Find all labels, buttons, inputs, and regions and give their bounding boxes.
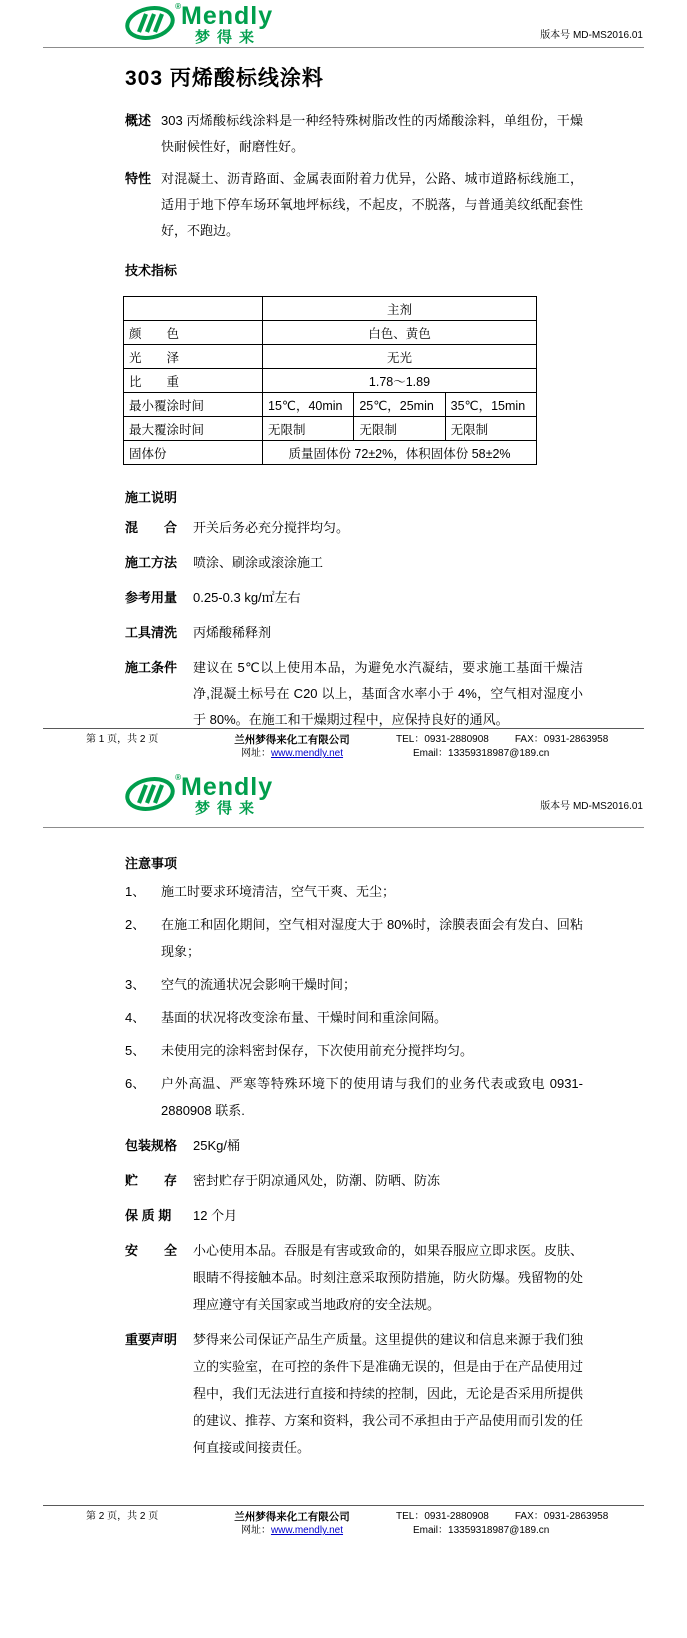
note-text: 未使用完的涂料密封保存，下次使用前充分搅拌均匀。 bbox=[161, 1043, 474, 1058]
features-label: 特性 bbox=[125, 171, 152, 186]
row-value: 质量固体份 72±2%，体积固体份 58±2% bbox=[263, 441, 537, 465]
brand-name: Mendly bbox=[181, 2, 274, 30]
item-text: 建议在 5℃以上使用本品，为避免水汽凝结，要求施工基面干燥洁净,混凝土标号在 C20 以上，基面含水率小于 4%，空气相对湿度小于 80%。在施工和干燥期过程中，应保持良好的通风。 bbox=[193, 660, 583, 727]
item-text: 开关后务必充分搅拌均匀。 bbox=[193, 520, 350, 535]
fax-label: FAX：0931-2863958 bbox=[514, 1511, 609, 1522]
brand-name-cn: 梦得来 bbox=[195, 29, 262, 46]
item-text: 丙烯酸稀释剂 bbox=[193, 625, 272, 640]
page-number-label: 第 1 页，共 2 页 bbox=[86, 734, 159, 745]
item-label: 混 合 bbox=[125, 520, 178, 535]
construction-item bbox=[125, 585, 583, 611]
fax-label: FAX：0931-2863958 bbox=[514, 734, 609, 745]
item-text: 小心使用本品。吞服是有害或致命的，如果吞服应立即求医。皮肤、眼睛不得接触本品。时刻注意采取预防措施，防火防爆。残留物的处理应遵守有关国家或当地政府的安全法规。 bbox=[193, 1243, 584, 1312]
item-text: 梦得来公司保证产品生产质量。这里提供的建议和信息来源于我们独立的实验室，在可控的条件下是准确无误的，但是由于在产品使用过程中，我们无法进行直接和持续的控制，因此，无论是否采用所提供的建议、推荐、方案和资料，我公司不承担由于产品使用而引发的任何直接或间接责任。 bbox=[193, 1332, 584, 1455]
note-number: 3、 bbox=[125, 977, 146, 992]
overview-text: 303 丙烯酸标线涂料是一种经特殊树脂改性的丙烯酸涂料，单组份，干燥快耐候性好，耐磨性好。 bbox=[161, 113, 583, 154]
row-value: 1.78～1.89 bbox=[263, 369, 537, 393]
row-label: 比 重 bbox=[124, 369, 263, 393]
page2-footer bbox=[0, 1505, 687, 1538]
mendly-logo bbox=[125, 775, 273, 816]
item-label: 施工方法 bbox=[125, 555, 178, 570]
overview-paragraph bbox=[125, 108, 583, 160]
info-item bbox=[125, 1167, 583, 1194]
main-agent-header: 主剂 bbox=[263, 297, 537, 321]
page2-header bbox=[0, 761, 687, 818]
info-item bbox=[125, 1132, 583, 1159]
item-text: 0.25-0.3 kg/㎡左右 bbox=[193, 590, 301, 605]
tech-specs-heading: 技术指标 bbox=[125, 263, 178, 278]
row-label: 颜 色 bbox=[124, 321, 263, 345]
product-title: 303 丙烯酸标线涂料 bbox=[125, 67, 324, 90]
website-link[interactable]: www.mendly.net bbox=[270, 748, 344, 759]
item-label: 包装规格 bbox=[125, 1138, 178, 1153]
page2-content bbox=[125, 853, 583, 1461]
item-label: 贮 存 bbox=[125, 1173, 178, 1188]
tech-specs-table bbox=[123, 296, 537, 465]
item-label: 工具清洗 bbox=[125, 625, 178, 640]
company-name: 兰州梦得来化工有限公司 bbox=[234, 734, 350, 746]
page-1 bbox=[0, 0, 687, 728]
table-row bbox=[124, 441, 537, 465]
item-label: 安 全 bbox=[125, 1243, 178, 1258]
item-label: 重要声明 bbox=[125, 1332, 178, 1347]
note-item bbox=[125, 1037, 583, 1064]
info-item bbox=[125, 1326, 583, 1461]
table-row bbox=[124, 369, 537, 393]
note-number: 6、 bbox=[125, 1076, 146, 1091]
table-row bbox=[124, 393, 537, 417]
info-item bbox=[125, 1202, 583, 1229]
row-label: 最小覆涂时间 bbox=[124, 393, 263, 417]
item-text: 喷涂、刷涂或滚涂施工 bbox=[193, 555, 324, 570]
brand-name-cn: 梦得来 bbox=[195, 800, 262, 817]
web-label: 网址： bbox=[240, 748, 271, 759]
page-number-label: 第 2 页，共 2 页 bbox=[86, 1511, 159, 1522]
header-rule bbox=[43, 47, 644, 48]
row-value: 无光 bbox=[263, 345, 537, 369]
construction-heading: 施工说明 bbox=[125, 490, 178, 505]
notes-heading: 注意事项 bbox=[125, 856, 178, 871]
table-row bbox=[124, 417, 537, 441]
page-2 bbox=[0, 761, 687, 1505]
construction-item bbox=[125, 515, 583, 541]
tel-label: TEL：0931-2880908 bbox=[396, 1511, 489, 1522]
note-item bbox=[125, 1070, 583, 1124]
row-value: 无限制 bbox=[445, 417, 536, 441]
row-value: 35℃，15min bbox=[445, 393, 536, 417]
construction-item bbox=[125, 620, 583, 646]
construction-item bbox=[125, 655, 583, 728]
row-label: 光 泽 bbox=[124, 345, 263, 369]
item-text: 密封贮存于阴凉通风处，防潮、防晒、防冻 bbox=[193, 1173, 441, 1188]
note-text: 户外高温、严寒等特殊环境下的使用请与我们的业务代表或致电 0931-2880908 联系. bbox=[161, 1076, 583, 1118]
row-label: 最大覆涂时间 bbox=[124, 417, 263, 441]
version-label: 版本号 MD-MS2016.01 bbox=[540, 801, 643, 812]
tel-label: TEL：0931-2880908 bbox=[396, 734, 489, 745]
note-number: 1、 bbox=[125, 884, 146, 899]
overview-label: 概述 bbox=[125, 113, 152, 128]
item-label: 施工条件 bbox=[125, 660, 178, 675]
email-label: Email：13359318987@189.cn bbox=[413, 748, 550, 759]
header-rule bbox=[43, 827, 644, 828]
note-text: 基面的状况将改变涂布量、干燥时间和重涂间隔。 bbox=[161, 1010, 448, 1025]
note-number: 5、 bbox=[125, 1043, 146, 1058]
mendly-emblem-icon bbox=[125, 773, 181, 813]
page1-footer bbox=[0, 728, 687, 761]
features-text: 对混凝土、沥青路面、金属表面附着力优异，公路、城市道路标线施工，适用于地下停车场环氧地坪标线，不起皮，不脱落，与普通美纹纸配套性好，不跑边。 bbox=[161, 171, 583, 238]
mendly-logo bbox=[125, 4, 273, 45]
info-item bbox=[125, 1237, 583, 1318]
brand-name: Mendly bbox=[181, 773, 274, 801]
table-row bbox=[124, 321, 537, 345]
item-label: 保 质 期 bbox=[125, 1208, 172, 1223]
email-label: Email：13359318987@189.cn bbox=[413, 1525, 550, 1536]
row-value: 25℃，25min bbox=[354, 393, 445, 417]
note-text: 空气的流通状况会影响干燥时间； bbox=[161, 977, 357, 992]
item-text: 25Kg/桶 bbox=[193, 1138, 240, 1153]
note-text: 在施工和固化期间，空气相对湿度大于 80%时，涂膜表面会有发白、回粘现象； bbox=[161, 917, 583, 959]
web-label: 网址： bbox=[240, 1525, 271, 1536]
table-row bbox=[124, 345, 537, 369]
item-text: 12 个月 bbox=[193, 1208, 238, 1223]
row-label: 固体份 bbox=[124, 441, 263, 465]
note-item bbox=[125, 1004, 583, 1031]
note-number: 4、 bbox=[125, 1010, 146, 1025]
note-text: 施工时要求环境清洁，空气干爽、无尘； bbox=[161, 884, 396, 899]
item-label: 参考用量 bbox=[125, 590, 178, 605]
company-name: 兰州梦得来化工有限公司 bbox=[234, 1511, 350, 1523]
mendly-emblem-icon bbox=[125, 2, 181, 42]
construction-item bbox=[125, 550, 583, 576]
registered-mark: ® bbox=[175, 773, 181, 782]
note-item bbox=[125, 878, 583, 905]
row-value: 15℃，40min bbox=[263, 393, 354, 417]
page1-content bbox=[125, 108, 583, 728]
note-item bbox=[125, 911, 583, 965]
row-value: 无限制 bbox=[354, 417, 445, 441]
version-label: 版本号 MD-MS2016.01 bbox=[540, 30, 643, 41]
page1-header bbox=[0, 0, 687, 47]
table-row bbox=[124, 297, 537, 321]
row-value: 白色、黄色 bbox=[263, 321, 537, 345]
note-item bbox=[125, 971, 583, 998]
features-paragraph bbox=[125, 166, 583, 244]
registered-mark: ® bbox=[175, 2, 181, 11]
row-value: 无限制 bbox=[263, 417, 354, 441]
website-link[interactable]: www.mendly.net bbox=[270, 1525, 344, 1536]
note-number: 2、 bbox=[125, 917, 146, 932]
